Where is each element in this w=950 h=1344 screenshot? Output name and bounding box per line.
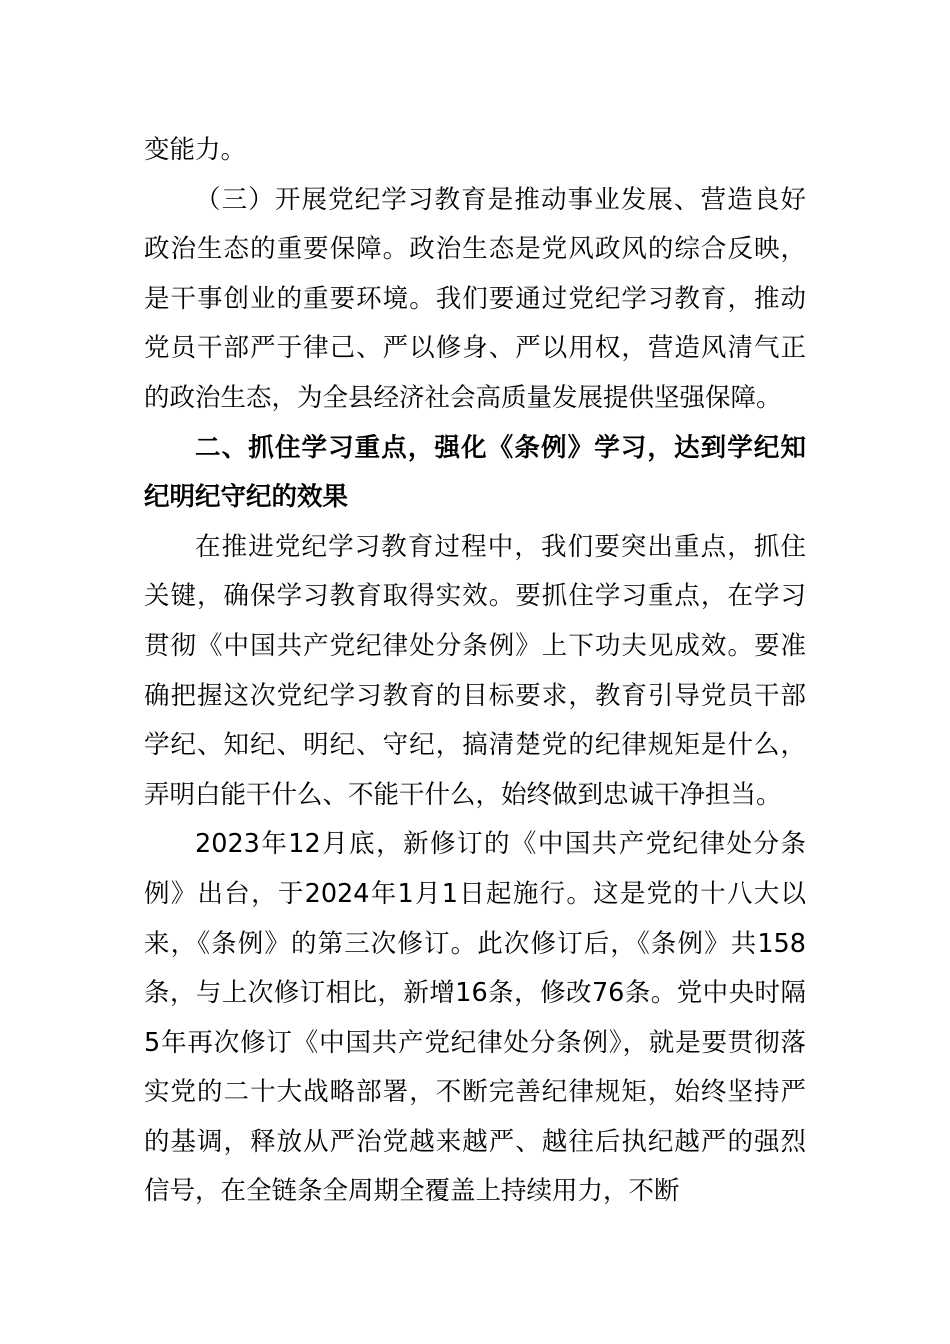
paragraph-section-three: （三）开展党纪学习教育是推动事业发展、营造良好政治生态的重要保障。政治生态是党风政风的综合反映，是干事创业的重要环境。我们要通过党纪学习教育，推动党员干部严于律己、严以修身、严以用权，营造风清气正的政治生态，为全县经济社会高质量发展提供坚强保障。 <box>144 184 806 413</box>
document-body <box>144 126 806 1217</box>
paragraph-regulation-revision: 2023年12月底，新修订的《中国共产党纪律处分条例》出台，于2024年1月1日起施行。这是党的十八大以来，《条例》的第三次修订。此次修订后，《条例》共158条，与上次修订相比，新增16条，修改76条。党中央时隔5年再次修订《中国共产党纪律处分条例》，就是要贯彻落实党的二十大战略部署，不断完善纪律规矩，始终坚持严的基调，释放从严治党越来越严、越往后执纪越严的强烈信号，在全链条全周期全覆盖上持续用力，不断 <box>144 829 806 1207</box>
paragraph-study-focus: 在推进党纪学习教育过程中，我们要突出重点，抓住关键，确保学习教育取得实效。要抓住学习重点，在学习贯彻《中国共产党纪律处分条例》上下功夫见成效。要准确把握这次党纪学习教育的目标要求，教育引导党员干部学纪、知纪、明纪、守纪，搞清楚党的纪律规矩是什么，弄明白能干什么、不能干什么，始终做到忠诚干净担当。 <box>144 531 806 810</box>
paragraph-continuation: 变能力。 <box>144 135 247 165</box>
section-heading-two: 二、抓住学习重点，强化《条例》学习，达到学纪知纪明纪守纪的效果 <box>144 432 806 513</box>
